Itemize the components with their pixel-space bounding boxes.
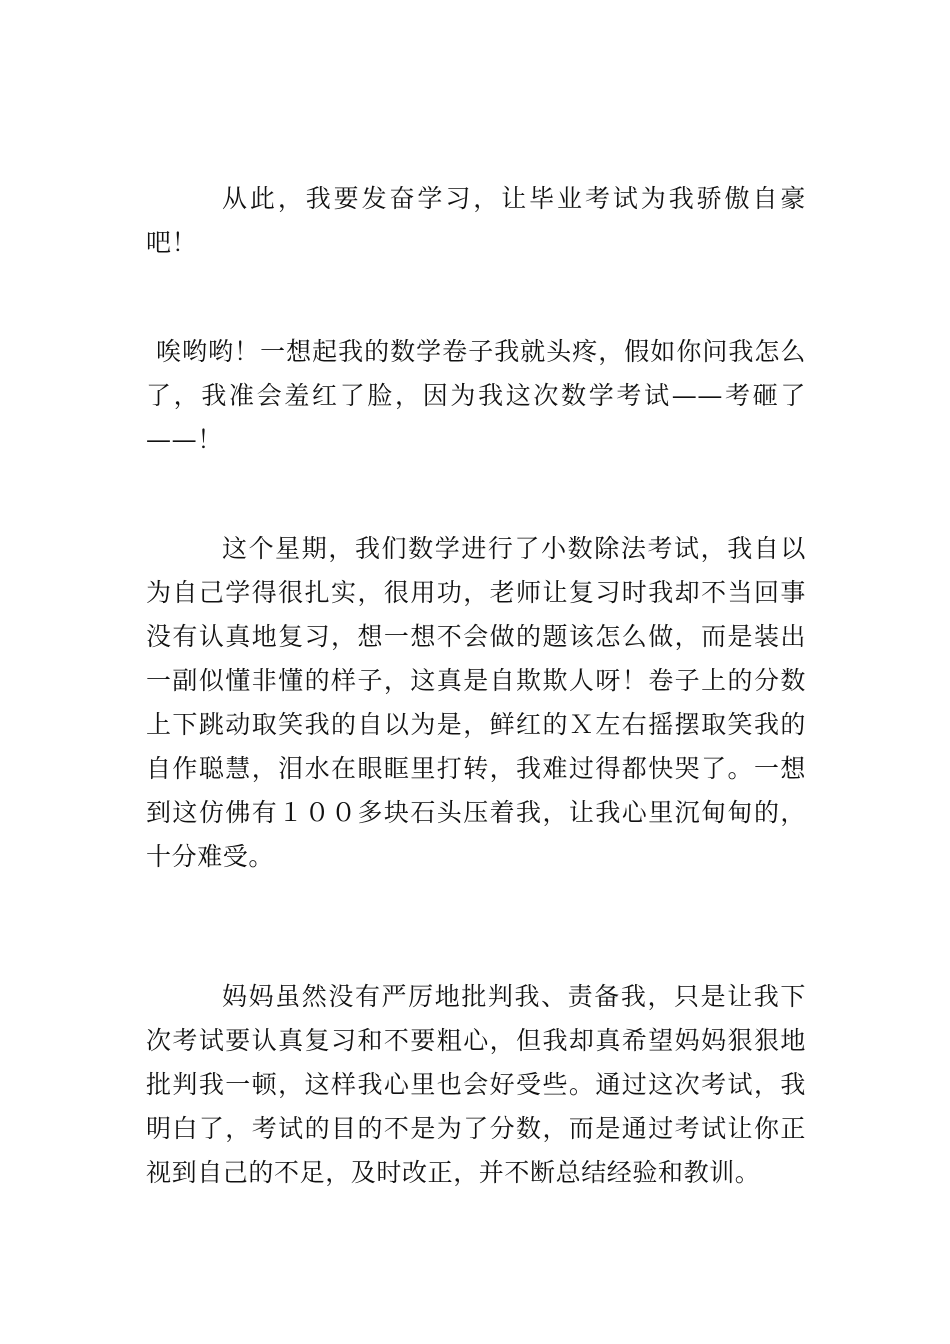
paragraph-2: 唉哟哟！一想起我的数学卷子我就头疼，假如你问我怎么了，我准会羞红了脸，因为我这次数学考试——考砸了——！	[146, 337, 806, 454]
paragraph-1: 从此，我要发奋学习，让毕业考试为我骄傲自豪吧！	[146, 184, 806, 257]
paragraph-4: 妈妈虽然没有严厉地批判我、责备我，只是让我下次考试要认真复习和不要粗心，但我却真希望妈妈狠狠地批判我一顿，这样我心里也会好受些。通过这次考试，我明白了，考试的目的不是为了分数，而是通过考试让你正视到自己的不足，及时改正，并不断总结经验和教训。	[146, 982, 806, 1187]
paragraph-3: 这个星期，我们数学进行了小数除法考试，我自以为自己学得很扎实，很用功，老师让复习时我却不当回事没有认真地复习，想一想不会做的题该怎么做，而是装出一副似懂非懂的样子，这真是自欺欺人呀！卷子上的分数上下跳动取笑我的自以为是，鲜红的Ｘ左右摇摆取笑我的自作聪慧，泪水在眼眶里打转，我难过得都快哭了。一想到这仿佛有１００多块石头压着我，让我心里沉甸甸的，十分难受。	[146, 534, 806, 871]
